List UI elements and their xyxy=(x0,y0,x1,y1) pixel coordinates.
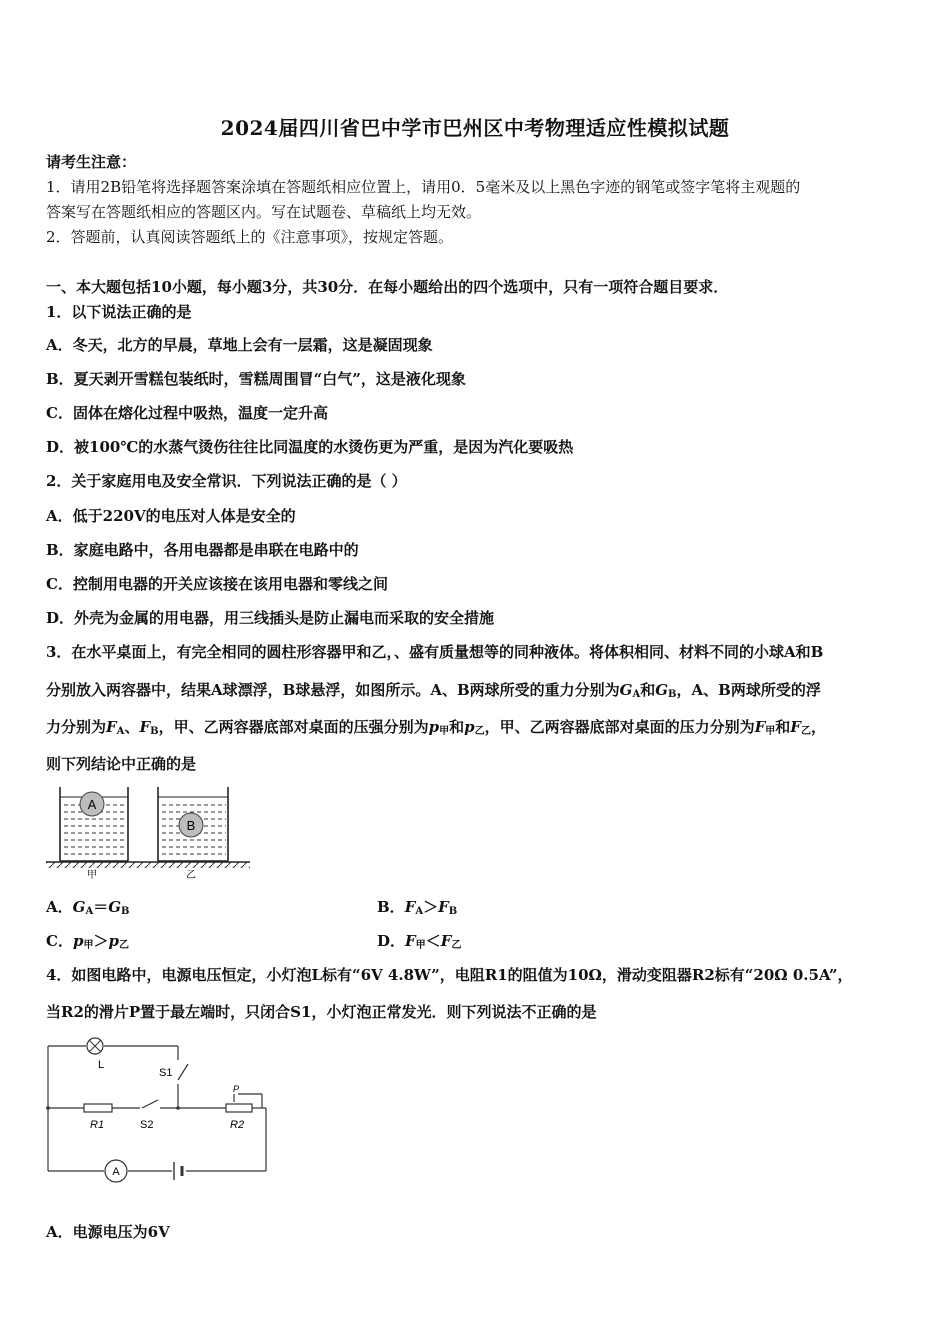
notice-item-2: 2．答题前，认真阅读答题纸上的《注意事项》，按规定答题。 xyxy=(46,228,454,246)
label-yi: 乙 xyxy=(186,870,196,880)
q2-stem: 2．关于家庭用电及安全常识．下列说法正确的是（ ） xyxy=(46,472,407,490)
lamp-symbol xyxy=(87,1038,104,1071)
q3-figure xyxy=(44,785,254,880)
q1-option-c: C．固体在熔化过程中吸热，温度一定升高 xyxy=(46,404,328,422)
q1-option-b: B．夏天剥开雪糕包装纸时，雪糕周围冒“白气”，这是液化现象 xyxy=(46,370,466,388)
q2-option-b: B．家庭电路中，各用电器都是串联在电路中的 xyxy=(46,541,359,559)
notice-item-1b: 答案写在答题纸相应的答题区内。写在试题卷、草稿纸上均无效。 xyxy=(46,203,482,221)
switch-s2-label: S2 xyxy=(140,1119,154,1131)
q3-line-2: 分别放入两容器中，结果A球漂浮，B球悬浮，如图所示。A、B两球所受的重力分别为$G_A$和$G_B$，A、B两球所受的浮 xyxy=(46,681,821,700)
label-jia: 甲 xyxy=(87,870,97,880)
q3-line-1: 3．在水平桌面上，有完全相同的圆柱形容器甲和乙，、盛有质量想等的同种液体。将体积相同、材料不同的小球A和B xyxy=(46,643,824,661)
rheostat-r2-label: R2 xyxy=(230,1119,245,1131)
q2-option-d: D．外壳为金属的用电器，用三线插头是防止漏电而采取的安全措施 xyxy=(46,609,495,627)
ball-a-label: A xyxy=(87,797,97,812)
q4-line-1: 4．如图电路中，电源电压恒定，小灯泡L标有“6V 4.8W”，电阻R1的阻值为10Ω，滑动变阻器R2标有“20Ω 0.5A”， xyxy=(46,966,853,984)
q3-option-c: C．$p_甲>p_乙$ xyxy=(46,932,129,951)
q3-option-b: B．$F_A>F_B$ xyxy=(377,898,458,917)
slider-p-label: P xyxy=(233,1084,240,1094)
page-title: 2024届四川省巴中学市巴州区中考物理适应性模拟试题 xyxy=(220,116,730,140)
q2-option-a: A．低于220V的电压对人体是安全的 xyxy=(46,507,296,525)
ball-b-label: B xyxy=(186,818,196,833)
battery-symbol xyxy=(174,1162,182,1180)
notice-heading: 请考生注意： xyxy=(46,153,137,171)
q3-line-4: 则下列结论中正确的是 xyxy=(46,755,197,773)
rheostat-r2 xyxy=(226,1084,252,1131)
q2-option-c: C．控制用电器的开关应该接在该用电器和零线之间 xyxy=(46,575,388,593)
q3-option-d: D．$F_甲<F_乙$ xyxy=(377,932,462,951)
table-surface xyxy=(46,862,250,868)
notice-item-1a: 1．请用2B铅笔将选择题答案涂填在答题纸相应位置上，请用0．5毫米及以上黑色字迹的钢笔或签字笔将主观题的 xyxy=(46,178,801,196)
ammeter-symbol xyxy=(105,1160,127,1182)
switch-s1-label: S1 xyxy=(159,1067,173,1079)
ball-a xyxy=(80,792,104,816)
q4-option-a: A．电源电压为6V xyxy=(46,1223,170,1241)
q1-stem: 1．以下说法正确的是 xyxy=(46,303,192,321)
q1-option-a: A．冬天，北方的早晨，草地上会有一层霜，这是凝固现象 xyxy=(46,336,433,354)
q3-line-3: 力分别为$F_A$、$F_B$，甲、乙两容器底部对桌面的压强分别为$p_甲$和$p_乙$，甲、乙两容器底部对桌面的压力分别为$F_甲$和$F_乙$， xyxy=(46,718,826,737)
resistor-r1 xyxy=(84,1104,112,1131)
q4-circuit-figure xyxy=(44,1036,274,1186)
ball-b xyxy=(179,813,203,837)
lamp-label: L xyxy=(98,1059,105,1071)
ammeter-label: A xyxy=(112,1166,120,1178)
resistor-r1-label: R1 xyxy=(90,1119,105,1131)
q4-line-2: 当R2的滑片P置于最左端时，只闭合S1，小灯泡正常发光．则下列说法不正确的是 xyxy=(46,1003,597,1021)
q3-option-a: A．$G_A=G_B$ xyxy=(46,898,130,917)
q1-option-d: D．被100℃的水蒸气烫伤往往比同温度的水烫伤更为严重，是因为汽化要吸热 xyxy=(46,438,574,456)
section-heading: 一、本大题包括10小题，每小题3分，共30分．在每小题给出的四个选项中，只有一项符合题目要求． xyxy=(46,278,729,296)
